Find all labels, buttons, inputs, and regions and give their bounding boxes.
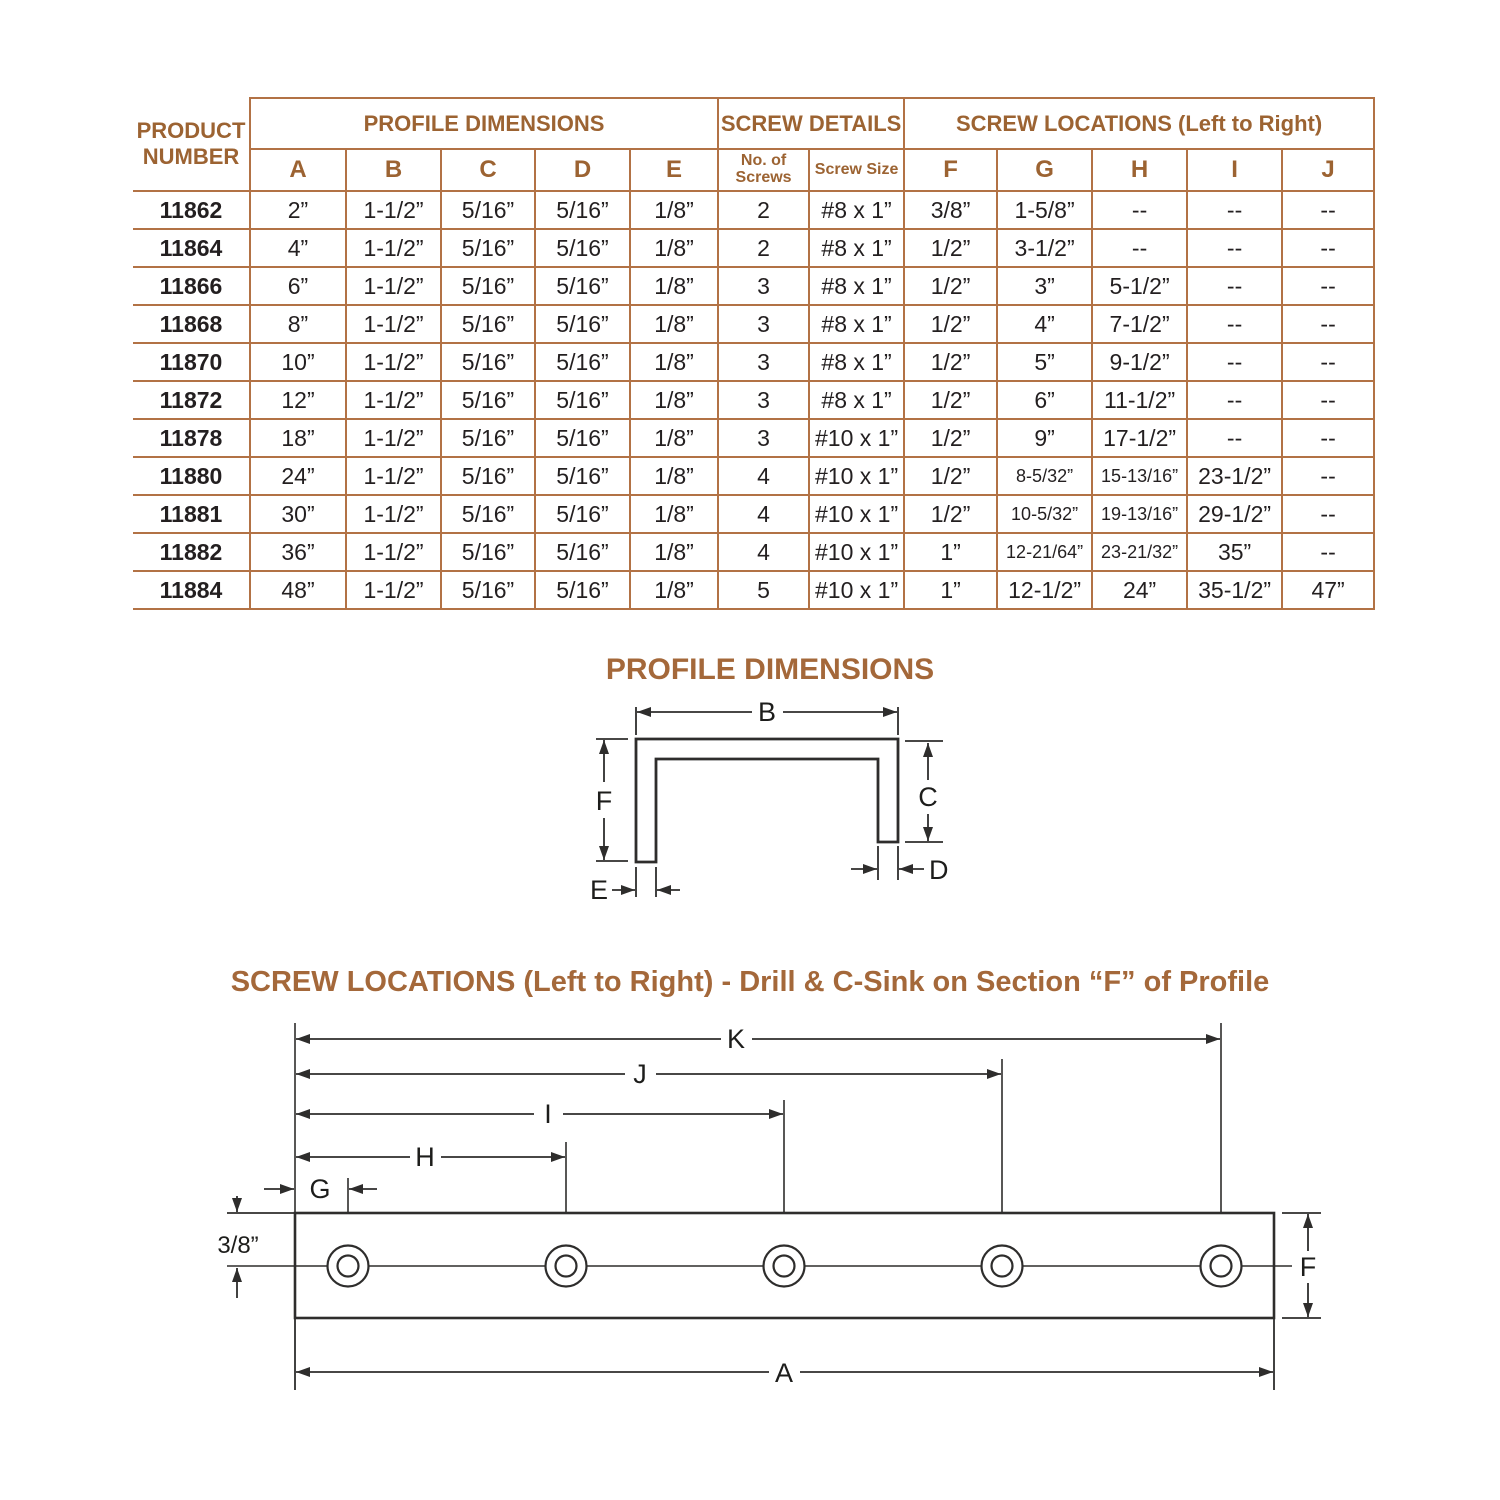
table-cell: 5”	[997, 343, 1092, 381]
product-number-cell: 11884	[133, 571, 250, 609]
table-cell: --	[1282, 343, 1374, 381]
table-cell: 1-1/2”	[346, 191, 441, 229]
table-cell: 5/16”	[441, 381, 535, 419]
table-cell: --	[1187, 343, 1282, 381]
table-cell: 1/2”	[904, 343, 997, 381]
table-cell: --	[1187, 191, 1282, 229]
dim-a	[295, 1318, 1274, 1390]
table-cell: 5/16”	[535, 419, 630, 457]
table-cell: 11-1/2”	[1092, 381, 1187, 419]
table-cell: 3-1/2”	[997, 229, 1092, 267]
screw-locations-title: SCREW LOCATIONS (Left to Right) - Drill & C-Sink on Section “F” of Profile	[230, 966, 1270, 998]
table-cell: --	[1187, 229, 1282, 267]
table-cell: 5/16”	[441, 191, 535, 229]
table-cell: 1-1/2”	[346, 305, 441, 343]
dim-g-label: G	[309, 1174, 331, 1204]
dim-h-label: H	[415, 1142, 435, 1172]
table-cell: 15-13/16”	[1092, 457, 1187, 495]
table-cell: 1/8”	[630, 533, 718, 571]
table-cell: 5/16”	[535, 229, 630, 267]
table-cell: --	[1187, 305, 1282, 343]
dim-f-height-label: F	[1299, 1252, 1317, 1282]
table-cell: 1/2”	[904, 381, 997, 419]
table-cell: 1-1/2”	[346, 457, 441, 495]
table-cell: 29-1/2”	[1187, 495, 1282, 533]
table-cell: #10 x 1”	[809, 457, 904, 495]
table-cell: 1-1/2”	[346, 571, 441, 609]
table-cell: #8 x 1”	[809, 267, 904, 305]
table-cell: 1-1/2”	[346, 533, 441, 571]
dim-j-label: J	[633, 1059, 647, 1089]
group-profile-dimensions: PROFILE DIMENSIONS	[250, 98, 718, 149]
channel-profile-outline	[636, 739, 898, 862]
dim-f-label: F	[595, 786, 613, 816]
table-cell: 8”	[250, 305, 346, 343]
product-number-cell: 11881	[133, 495, 250, 533]
table-cell: 1/2”	[904, 419, 997, 457]
table-row	[133, 191, 1374, 229]
table-cell: --	[1092, 191, 1187, 229]
table-cell: --	[1282, 305, 1374, 343]
table-cell: 4”	[250, 229, 346, 267]
table-cell: #10 x 1”	[809, 495, 904, 533]
col-f: F	[904, 149, 997, 191]
dim-e	[590, 867, 680, 905]
table-cell: #10 x 1”	[809, 533, 904, 571]
table-cell: 1-1/2”	[346, 381, 441, 419]
col-d: D	[535, 149, 630, 191]
table-cell: 2	[718, 191, 809, 229]
table-cell: #10 x 1”	[809, 419, 904, 457]
table-cell: 6”	[250, 267, 346, 305]
table-cell: 18”	[250, 419, 346, 457]
table-cell: 5	[718, 571, 809, 609]
table-cell: 5/16”	[441, 229, 535, 267]
table-row	[133, 495, 1374, 533]
table-cell: 5-1/2”	[1092, 267, 1187, 305]
dim-e-label: E	[589, 875, 609, 905]
table-cell: 1/8”	[630, 457, 718, 495]
table-row	[133, 343, 1374, 381]
table-cell: 1-1/2”	[346, 343, 441, 381]
table-row	[133, 533, 1374, 571]
table-cell: --	[1092, 229, 1187, 267]
dim-g	[264, 1174, 377, 1204]
table-cell: --	[1282, 533, 1374, 571]
table-cell: 2	[718, 229, 809, 267]
table-cell: 1/8”	[630, 229, 718, 267]
product-number-cell: 11870	[133, 343, 250, 381]
table-cell: 24”	[250, 457, 346, 495]
col-b: B	[346, 149, 441, 191]
product-number-cell: 11880	[133, 457, 250, 495]
dim-d	[851, 846, 949, 885]
table-cell: 1-1/2”	[346, 419, 441, 457]
dim-offset-label: 3/8”	[217, 1232, 259, 1259]
table-cell: 23-1/2”	[1187, 457, 1282, 495]
table-cell: --	[1282, 381, 1374, 419]
table-cell: 1/8”	[630, 381, 718, 419]
table-row	[133, 267, 1374, 305]
table-cell: 3	[718, 381, 809, 419]
table-cell: 5/16”	[441, 419, 535, 457]
table-cell: --	[1187, 419, 1282, 457]
table-cell: 36”	[250, 533, 346, 571]
table-cell: --	[1282, 267, 1374, 305]
table-cell: 1/8”	[630, 495, 718, 533]
table-cell: 5/16”	[441, 533, 535, 571]
table-cell: 1/8”	[630, 191, 718, 229]
table-cell: 1/2”	[904, 267, 997, 305]
product-number-cell: 11872	[133, 381, 250, 419]
table-cell: 1-5/8”	[997, 191, 1092, 229]
table-cell: --	[1282, 457, 1374, 495]
table-row	[133, 305, 1374, 343]
table-cell: #8 x 1”	[809, 229, 904, 267]
table-cell: 5/16”	[535, 305, 630, 343]
table-cell: 12”	[250, 381, 346, 419]
table-cell: 5/16”	[535, 381, 630, 419]
table-cell: 3	[718, 419, 809, 457]
dim-i-label: I	[544, 1099, 552, 1129]
dim-a-label: A	[774, 1358, 794, 1388]
table-cell: 5/16”	[535, 343, 630, 381]
table-cell: 5/16”	[441, 457, 535, 495]
product-number-cell: 11878	[133, 419, 250, 457]
product-number-cell: 11882	[133, 533, 250, 571]
table-row	[133, 571, 1374, 609]
table-cell: 9-1/2”	[1092, 343, 1187, 381]
dim-c-label: C	[918, 782, 938, 812]
col-i: I	[1187, 149, 1282, 191]
table-cell: 23-21/32”	[1092, 533, 1187, 571]
table-cell: 1-1/2”	[346, 495, 441, 533]
dim-b-label: B	[757, 697, 777, 727]
dim-i	[296, 1099, 783, 1129]
screw-locations-drawing	[180, 1015, 1350, 1405]
table-cell: 5/16”	[441, 267, 535, 305]
profile-dimensions-drawing	[555, 690, 985, 920]
table-cell: 5/16”	[535, 495, 630, 533]
dim-f	[596, 739, 628, 861]
table-cell: --	[1187, 267, 1282, 305]
table-cell: 4	[718, 457, 809, 495]
col-screw-size: Screw Size	[809, 149, 904, 191]
profile-diagram-title: PROFILE DIMENSIONS	[605, 653, 935, 686]
table-cell: 1-1/2”	[346, 267, 441, 305]
table-body	[133, 191, 1374, 609]
dim-k	[296, 1024, 1220, 1054]
col-a: A	[250, 149, 346, 191]
product-number-cell: 11862	[133, 191, 250, 229]
table-cell: 5/16”	[535, 191, 630, 229]
table-cell: 8-5/32”	[997, 457, 1092, 495]
table-cell: 5/16”	[441, 571, 535, 609]
group-screw-details: SCREW DETAILS	[718, 98, 904, 149]
table-cell: 7-1/2”	[1092, 305, 1187, 343]
table-cell: #8 x 1”	[809, 381, 904, 419]
table-cell: 1/8”	[630, 419, 718, 457]
table-cell: 1”	[904, 533, 997, 571]
table-cell: #8 x 1”	[809, 191, 904, 229]
dim-offset-3-8	[217, 1196, 295, 1298]
table-cell: --	[1282, 495, 1374, 533]
table-cell: 47”	[1282, 571, 1374, 609]
table-cell: --	[1282, 191, 1374, 229]
product-number-cell: 11866	[133, 267, 250, 305]
table-cell: 1-1/2”	[346, 229, 441, 267]
dim-b	[636, 697, 898, 735]
dim-h	[296, 1142, 565, 1172]
table-cell: 4	[718, 495, 809, 533]
table-cell: 30”	[250, 495, 346, 533]
table-cell: 1/2”	[904, 305, 997, 343]
table-cell: 24”	[1092, 571, 1187, 609]
table-row	[133, 419, 1374, 457]
dim-k-label: K	[726, 1024, 746, 1054]
table-cell: 12-1/2”	[997, 571, 1092, 609]
product-number-cell: 11864	[133, 229, 250, 267]
table-cell: 1/2”	[904, 457, 997, 495]
table-cell: 1/8”	[630, 343, 718, 381]
table-cell: 9”	[997, 419, 1092, 457]
table-cell: #8 x 1”	[809, 305, 904, 343]
screw-hole	[546, 1246, 587, 1287]
screw-hole	[764, 1246, 805, 1287]
table-cell: 2”	[250, 191, 346, 229]
dim-d-label: D	[929, 855, 949, 885]
table-cell: 3/8”	[904, 191, 997, 229]
table-cell: --	[1187, 381, 1282, 419]
table-cell: 10”	[250, 343, 346, 381]
table-cell: 17-1/2”	[1092, 419, 1187, 457]
table-cell: 5/16”	[535, 533, 630, 571]
table-cell: 6”	[997, 381, 1092, 419]
table-row	[133, 381, 1374, 419]
product-number-header: PRODUCT NUMBER	[133, 98, 250, 191]
table-cell: 5/16”	[441, 495, 535, 533]
table-column-header-row	[133, 149, 1374, 191]
table-cell: 1/2”	[904, 229, 997, 267]
table-group-header-row	[133, 98, 1374, 149]
table-cell: 1/8”	[630, 305, 718, 343]
table-cell: #8 x 1”	[809, 343, 904, 381]
table-cell: #10 x 1”	[809, 571, 904, 609]
table-cell: 5/16”	[535, 267, 630, 305]
dim-j	[296, 1059, 1001, 1089]
spec-table	[133, 97, 1375, 610]
table-cell: 4”	[997, 305, 1092, 343]
table-cell: 5/16”	[441, 305, 535, 343]
table-cell: 10-5/32”	[997, 495, 1092, 533]
col-j: J	[1282, 149, 1374, 191]
table-cell: 3	[718, 305, 809, 343]
dim-c	[905, 741, 943, 842]
col-g: G	[997, 149, 1092, 191]
col-e: E	[630, 149, 718, 191]
group-screw-locations: SCREW LOCATIONS (Left to Right)	[904, 98, 1374, 149]
table-cell: --	[1282, 419, 1374, 457]
table-cell: --	[1282, 229, 1374, 267]
screw-hole	[1201, 1246, 1242, 1287]
table-cell: 1/8”	[630, 267, 718, 305]
table-cell: 4	[718, 533, 809, 571]
table-cell: 3	[718, 267, 809, 305]
product-number-cell: 11868	[133, 305, 250, 343]
table-cell: 3”	[997, 267, 1092, 305]
table-row	[133, 229, 1374, 267]
col-no-of-screws: No. of Screws	[718, 149, 809, 191]
table-cell: 1/2”	[904, 495, 997, 533]
table-cell: 5/16”	[535, 571, 630, 609]
table-cell: 48”	[250, 571, 346, 609]
table-cell: 19-13/16”	[1092, 495, 1187, 533]
table-cell: 1”	[904, 571, 997, 609]
col-h: H	[1092, 149, 1187, 191]
screw-hole	[982, 1246, 1023, 1287]
table-cell: 5/16”	[441, 343, 535, 381]
table-cell: 35”	[1187, 533, 1282, 571]
table-cell: 1/8”	[630, 571, 718, 609]
table-cell: 35-1/2”	[1187, 571, 1282, 609]
table-cell: 3	[718, 343, 809, 381]
table-cell: 5/16”	[535, 457, 630, 495]
table-cell: 12-21/64”	[997, 533, 1092, 571]
screw-hole	[328, 1246, 369, 1287]
table-row	[133, 457, 1374, 495]
col-c: C	[441, 149, 535, 191]
